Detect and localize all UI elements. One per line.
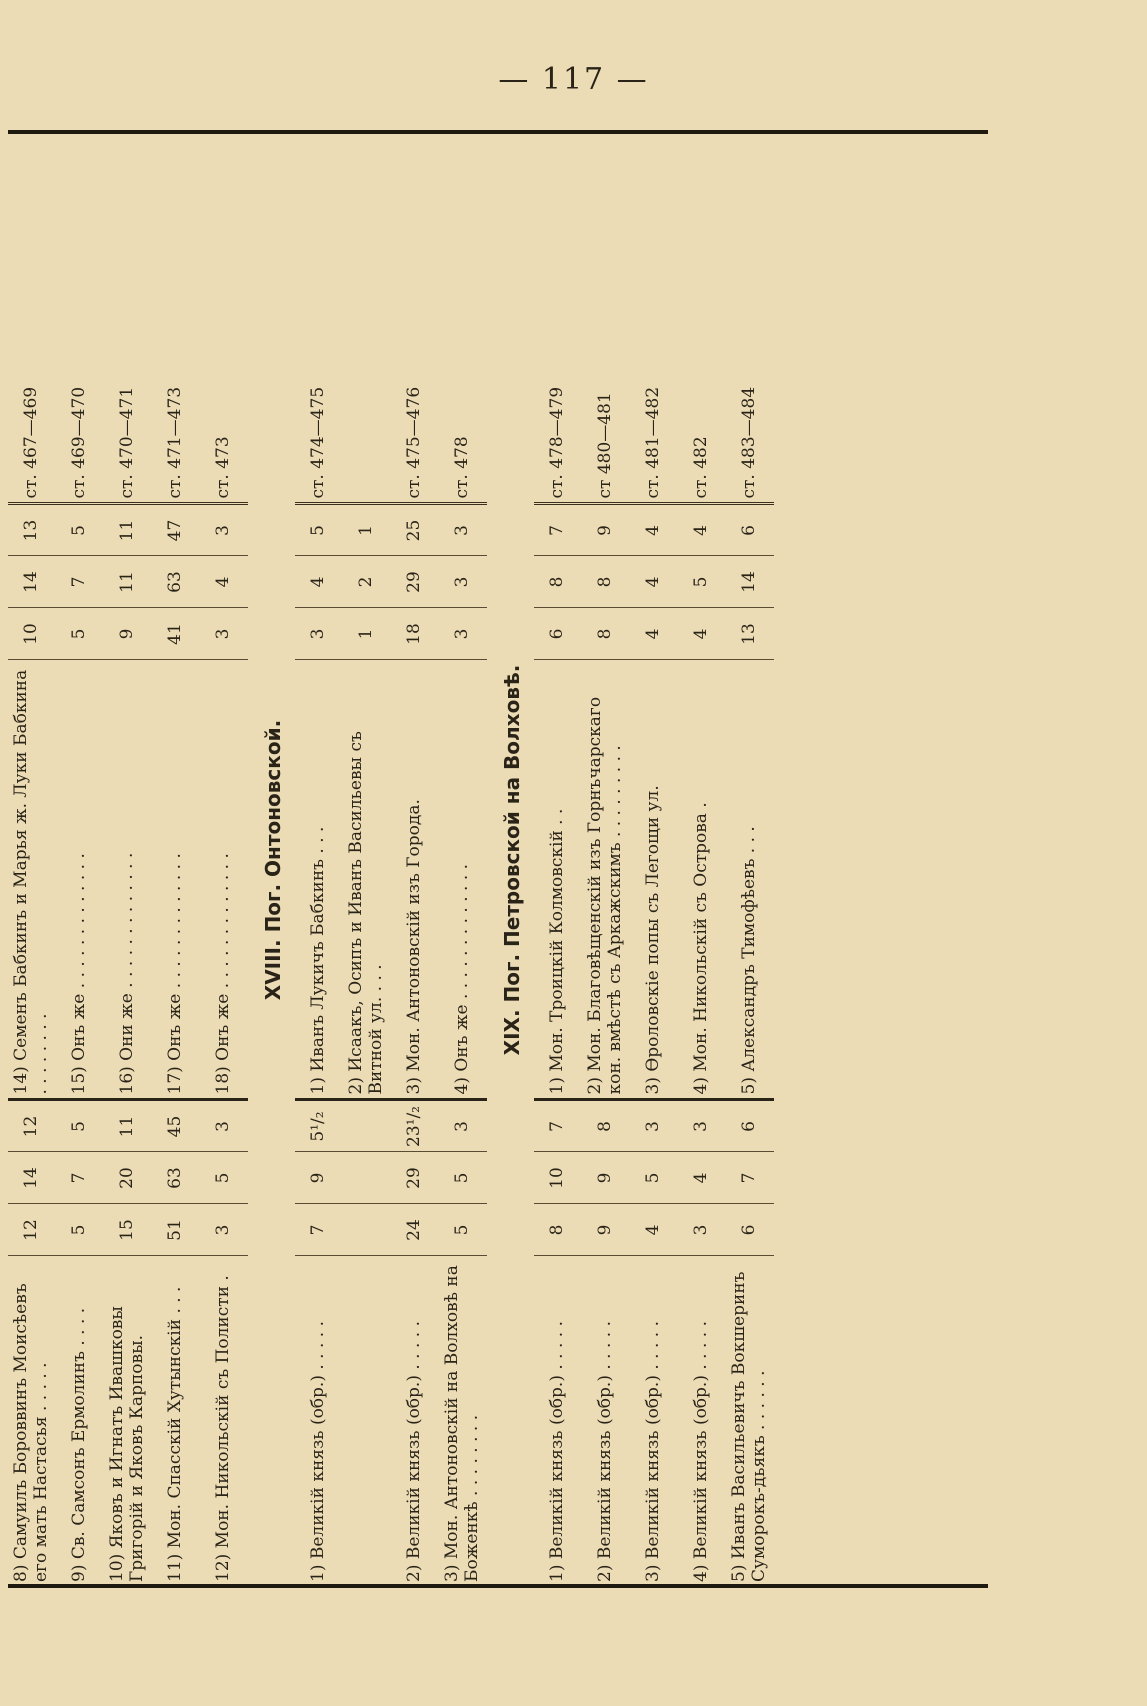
table-row xyxy=(104,134,152,1586)
citation-cell: ст. 470—471 xyxy=(104,134,152,504)
right-owner-cell: 5) Александръ Тимофѣевъ . . . xyxy=(726,660,774,1100)
right-count-d-cell: 6 xyxy=(534,608,582,660)
section-heading: XVIII. Пог. Онтоновской. xyxy=(261,719,285,1001)
left-owner-cell: 11) Мон. Спасскій Хутынскій . . . xyxy=(165,1286,186,1582)
right-count-d-cell: 8 xyxy=(582,608,630,660)
rotated-table-region xyxy=(8,134,988,1586)
left-owner-cell: 3) Мон. Антоновскій на Волховѣ на Боженкѣ . . . . . . . . xyxy=(442,1265,482,1582)
table-row xyxy=(343,134,391,1586)
right-count-f-cell: 11 xyxy=(104,504,152,556)
right-owner-cell: 15) Онъ же . . . . . . . . . . . . . xyxy=(56,660,104,1100)
left-count-c-cell: 5 xyxy=(56,1100,104,1152)
left-owner-cell xyxy=(343,1256,391,1586)
left-count-b-cell: 20 xyxy=(104,1152,152,1204)
right-count-f-cell: 3 xyxy=(439,504,487,556)
right-count-f-cell: 5 xyxy=(56,504,104,556)
right-owner-cell: 18) Онъ же . . . . . . . . . . . . . xyxy=(200,660,248,1100)
left-count-a-cell: 15 xyxy=(104,1204,152,1256)
right-count-d-cell: 4 xyxy=(678,608,726,660)
right-owner-cell: 3) Ѳроловскіе попы съ Легощи ул. xyxy=(630,660,678,1100)
right-count-d-cell: 3 xyxy=(295,608,343,660)
left-count-a-cell: 4 xyxy=(630,1204,678,1256)
left-count-c-cell: 3 xyxy=(439,1100,487,1152)
left-owner-cell: 1) Великій князь (обр.) . . . . . xyxy=(547,1320,568,1582)
right-owner-cell: 4) Онъ же . . . . . . . . . . . . . xyxy=(439,660,487,1100)
table-row xyxy=(439,134,487,1586)
right-count-d-cell: 3 xyxy=(439,608,487,660)
right-count-d-cell: 9 xyxy=(104,608,152,660)
left-count-c-cell: 23¹/₂ xyxy=(391,1100,439,1152)
table-body xyxy=(8,134,774,1586)
right-owner-cell: 1) Мон. Троицкій Колмовскій . . xyxy=(534,660,582,1100)
table-row xyxy=(630,134,678,1586)
left-count-c-cell: 12 xyxy=(8,1100,56,1152)
right-owner-cell: 4) Мон. Никольскій съ Острова . xyxy=(678,660,726,1100)
right-owner-cell: 17) Онъ же . . . . . . . . . . . . . xyxy=(152,660,200,1100)
citation-cell: ст. 481—482 xyxy=(630,134,678,504)
left-count-a-cell: 6 xyxy=(726,1204,774,1256)
right-count-f-cell: 5 xyxy=(295,504,343,556)
right-count-e-cell: 8 xyxy=(534,556,582,608)
right-count-d-cell: 13 xyxy=(726,608,774,660)
left-count-c-cell: 7 xyxy=(534,1100,582,1152)
right-owner-cell: 1) Иванъ Лукичъ Бабкинъ . . . xyxy=(295,660,343,1100)
left-count-c-cell: 3 xyxy=(678,1100,726,1152)
right-count-d-cell: 5 xyxy=(56,608,104,660)
right-count-d-cell: 10 xyxy=(8,608,56,660)
citation-cell: ст. 469—470 xyxy=(56,134,104,504)
left-owner-cell: 12) Мон. Никольскій съ Полисти . xyxy=(213,1275,234,1582)
right-count-e-cell: 2 xyxy=(343,556,391,608)
right-count-d-cell: 41 xyxy=(152,608,200,660)
left-count-b-cell: 63 xyxy=(152,1152,200,1204)
right-count-e-cell: 5 xyxy=(678,556,726,608)
left-count-c-cell: 45 xyxy=(152,1100,200,1152)
left-owner-cell: 4) Великій князь (обр.) . . . . . xyxy=(691,1320,712,1582)
right-count-f-cell: 1 xyxy=(343,504,391,556)
right-count-f-cell: 25 xyxy=(391,504,439,556)
table-row xyxy=(8,134,56,1586)
table-row xyxy=(534,134,582,1586)
left-count-b-cell: 5 xyxy=(200,1152,248,1204)
right-count-e-cell: 14 xyxy=(726,556,774,608)
right-count-e-cell: 8 xyxy=(582,556,630,608)
section-xviii-row xyxy=(248,134,295,1586)
right-count-e-cell: 3 xyxy=(439,556,487,608)
left-count-b-cell: 7 xyxy=(56,1152,104,1204)
page-number: — 117 — xyxy=(498,62,649,97)
rotated-table xyxy=(8,134,988,1586)
left-count-a-cell: 8 xyxy=(534,1204,582,1256)
left-count-b-cell: 5 xyxy=(630,1152,678,1204)
left-count-c-cell: 3 xyxy=(200,1100,248,1152)
left-count-a-cell: 7 xyxy=(295,1204,343,1256)
left-count-a-cell: 3 xyxy=(200,1204,248,1256)
left-count-a-cell: 12 xyxy=(8,1204,56,1256)
right-count-f-cell: 47 xyxy=(152,504,200,556)
section-heading: XIX. Пог. Петровской на Волховѣ. xyxy=(500,664,524,1056)
right-count-f-cell: 6 xyxy=(726,504,774,556)
left-owner-cell: 5) Иванъ Васильевичъ Вокшеринъ Суморокъ-дьякъ . . . . . . xyxy=(729,1271,769,1582)
table-row xyxy=(678,134,726,1586)
left-owner-cell: 1) Великій князь (обр.) . . . . . xyxy=(308,1320,329,1582)
right-count-e-cell: 4 xyxy=(295,556,343,608)
right-count-d-cell: 4 xyxy=(630,608,678,660)
table-row xyxy=(391,134,439,1586)
right-count-f-cell: 4 xyxy=(678,504,726,556)
right-count-f-cell: 3 xyxy=(200,504,248,556)
right-count-d-cell: 3 xyxy=(200,608,248,660)
right-owner-cell: 3) Мон. Антоновскій изъ Города. xyxy=(391,660,439,1100)
right-count-e-cell: 14 xyxy=(8,556,56,608)
citation-cell: ст. 482 xyxy=(678,134,726,504)
citation-cell xyxy=(343,134,391,504)
left-count-b-cell: 14 xyxy=(8,1152,56,1204)
left-count-b-cell: 9 xyxy=(582,1152,630,1204)
left-count-c-cell: 6 xyxy=(726,1100,774,1152)
table-row xyxy=(152,134,200,1586)
citation-cell: ст. 471—473 xyxy=(152,134,200,504)
left-owner-cell: 10) Яковъ и Игнатъ Ивашковы Григорій и Яковъ Карповы. xyxy=(107,1306,147,1582)
right-owner-cell: 2) Мон. Благовѣщенскій изъ Горнъчарскаго кон. вмѣстѣ съ Аркажскимъ . . . . . . . . . xyxy=(582,660,630,1100)
left-owner-cell: 3) Великій князь (обр.) . . . . . xyxy=(643,1320,664,1582)
left-count-a-cell: 5 xyxy=(439,1204,487,1256)
left-owner-cell: 2) Великій князь (обр.) . . . . . xyxy=(404,1320,425,1582)
left-count-a-cell: 3 xyxy=(678,1204,726,1256)
right-count-f-cell: 13 xyxy=(8,504,56,556)
left-count-b-cell: 9 xyxy=(295,1152,343,1204)
land-table xyxy=(8,134,774,1586)
left-owner-cell: 8) Самуилъ Бороввинъ Моисѣевъ его мать Настасья . . . . . xyxy=(11,1283,51,1582)
left-count-b-cell: 5 xyxy=(439,1152,487,1204)
left-count-c-cell: 5¹/₂ xyxy=(295,1100,343,1152)
table-row xyxy=(295,134,343,1586)
right-count-f-cell: 9 xyxy=(582,504,630,556)
left-count-a-cell xyxy=(343,1204,391,1256)
citation-cell: ст. 467—469 xyxy=(8,134,56,504)
left-count-a-cell: 5 xyxy=(56,1204,104,1256)
citation-cell: ст. 475—476 xyxy=(391,134,439,504)
left-count-b-cell xyxy=(343,1152,391,1204)
citation-cell: ст. 478—479 xyxy=(534,134,582,504)
right-count-e-cell: 11 xyxy=(104,556,152,608)
table-row xyxy=(726,134,774,1586)
right-count-e-cell: 4 xyxy=(200,556,248,608)
bottom-rule xyxy=(8,1584,988,1588)
left-count-c-cell: 3 xyxy=(630,1100,678,1152)
left-owner-cell: 9) Св. Самсонъ Ермолинъ . . . . xyxy=(69,1307,90,1582)
left-count-b-cell: 29 xyxy=(391,1152,439,1204)
right-count-f-cell: 7 xyxy=(534,504,582,556)
citation-cell: ст. 478 xyxy=(439,134,487,504)
citation-cell: ст. 483—484 xyxy=(726,134,774,504)
table-row xyxy=(56,134,104,1586)
right-count-e-cell: 4 xyxy=(630,556,678,608)
left-count-b-cell: 7 xyxy=(726,1152,774,1204)
right-count-d-cell: 1 xyxy=(343,608,391,660)
table-row xyxy=(582,134,630,1586)
left-count-a-cell: 51 xyxy=(152,1204,200,1256)
left-count-a-cell: 9 xyxy=(582,1204,630,1256)
right-owner-cell: 16) Они же . . . . . . . . . . . . . xyxy=(104,660,152,1100)
section-xix-row xyxy=(487,134,534,1586)
left-count-c-cell: 8 xyxy=(582,1100,630,1152)
table-row xyxy=(200,134,248,1586)
right-count-e-cell: 29 xyxy=(391,556,439,608)
right-owner-cell: 2) Исаакъ, Осипъ и Иванъ Васильевы съ Витной ул. . . . xyxy=(343,660,391,1100)
left-count-b-cell: 4 xyxy=(678,1152,726,1204)
left-count-b-cell: 10 xyxy=(534,1152,582,1204)
citation-cell: ст. 474—475 xyxy=(295,134,343,504)
top-rule xyxy=(8,130,988,134)
left-owner-cell: 2) Великій князь (обр.) . . . . . xyxy=(595,1320,616,1582)
citation-cell: ст. 473 xyxy=(200,134,248,504)
left-count-c-cell xyxy=(343,1100,391,1152)
left-count-c-cell: 11 xyxy=(104,1100,152,1152)
citation-cell: ст 480—481 xyxy=(582,134,630,504)
right-count-e-cell: 63 xyxy=(152,556,200,608)
left-count-a-cell: 24 xyxy=(391,1204,439,1256)
right-count-d-cell: 18 xyxy=(391,608,439,660)
right-count-e-cell: 7 xyxy=(56,556,104,608)
right-owner-cell: 14) Семенъ Бабкинъ и Марья ж. Луки Бабкина . . . . . . . . xyxy=(8,660,56,1100)
right-count-f-cell: 4 xyxy=(630,504,678,556)
